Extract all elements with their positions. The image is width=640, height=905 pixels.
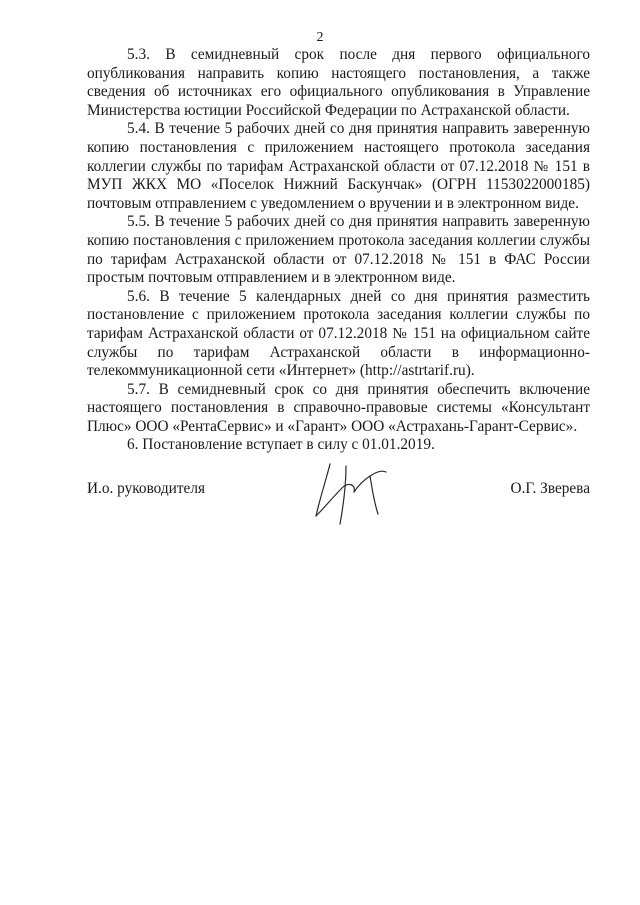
signatory-name: О.Г. Зверева — [510, 480, 590, 497]
paragraph-6: 6. Постановление вступает в силу с 01.01.2019. — [127, 436, 435, 454]
paragraph-5-6: 5.6. В течение 5 календарных дней со дня принятия разместить постановление с приложением протокола заседания коллегии службы по тарифам Астраханской области от 07.12.2018 № 151 на официальном сайте службы по тарифам Астраханской области в информационно-телекоммуникационной сети «Интернет» (http://astrtarif.ru). — [87, 287, 590, 380]
paragraph-5-5: 5.5. В течение 5 рабочих дней со дня принятия направить заверенную копию постановления с приложением протокола заседания коллегии службы по тарифам Астраханской области от 07.12.2018 № 151 в ФАС России простым почтовым отправлением и в электронном виде. — [87, 213, 590, 287]
signature-block — [87, 458, 590, 538]
paragraph-5-3: 5.3. В семидневный срок после дня первого официального опубликования направить копию настоящего постановления, а также сведения об источниках его официального опубликования в Управление Министерства юстиции Российской Федерации по Астраханской области. — [87, 46, 590, 119]
paragraph-5-7: 5.7. В семидневный срок со дня принятия обеспечить включение настоящего постановления в справочно-правовые системы «Консультант Плюс» ООО «РентаСервис» и «Гарант» ООО «Астрахань-Гарант-Сервис». — [87, 380, 590, 435]
page-number: 2 — [316, 30, 324, 45]
handwritten-signature — [312, 458, 392, 528]
paragraph-5-4: 5.4. В течение 5 рабочих дней со дня принятия направить заверенную копию постановления с приложением настоящего протокола заседания коллегии службы по тарифам Астраханской области от 07.12.2018 № 151 в МУП ЖКХ МО «Поселок Нижний Баскунчак» (ОГРН 1153022000185) почтовым отправлением с уведомлением о вручении и в электронном виде. — [87, 120, 590, 212]
document-body — [87, 46, 590, 455]
signatory-role: И.о. руководителя — [87, 480, 206, 497]
